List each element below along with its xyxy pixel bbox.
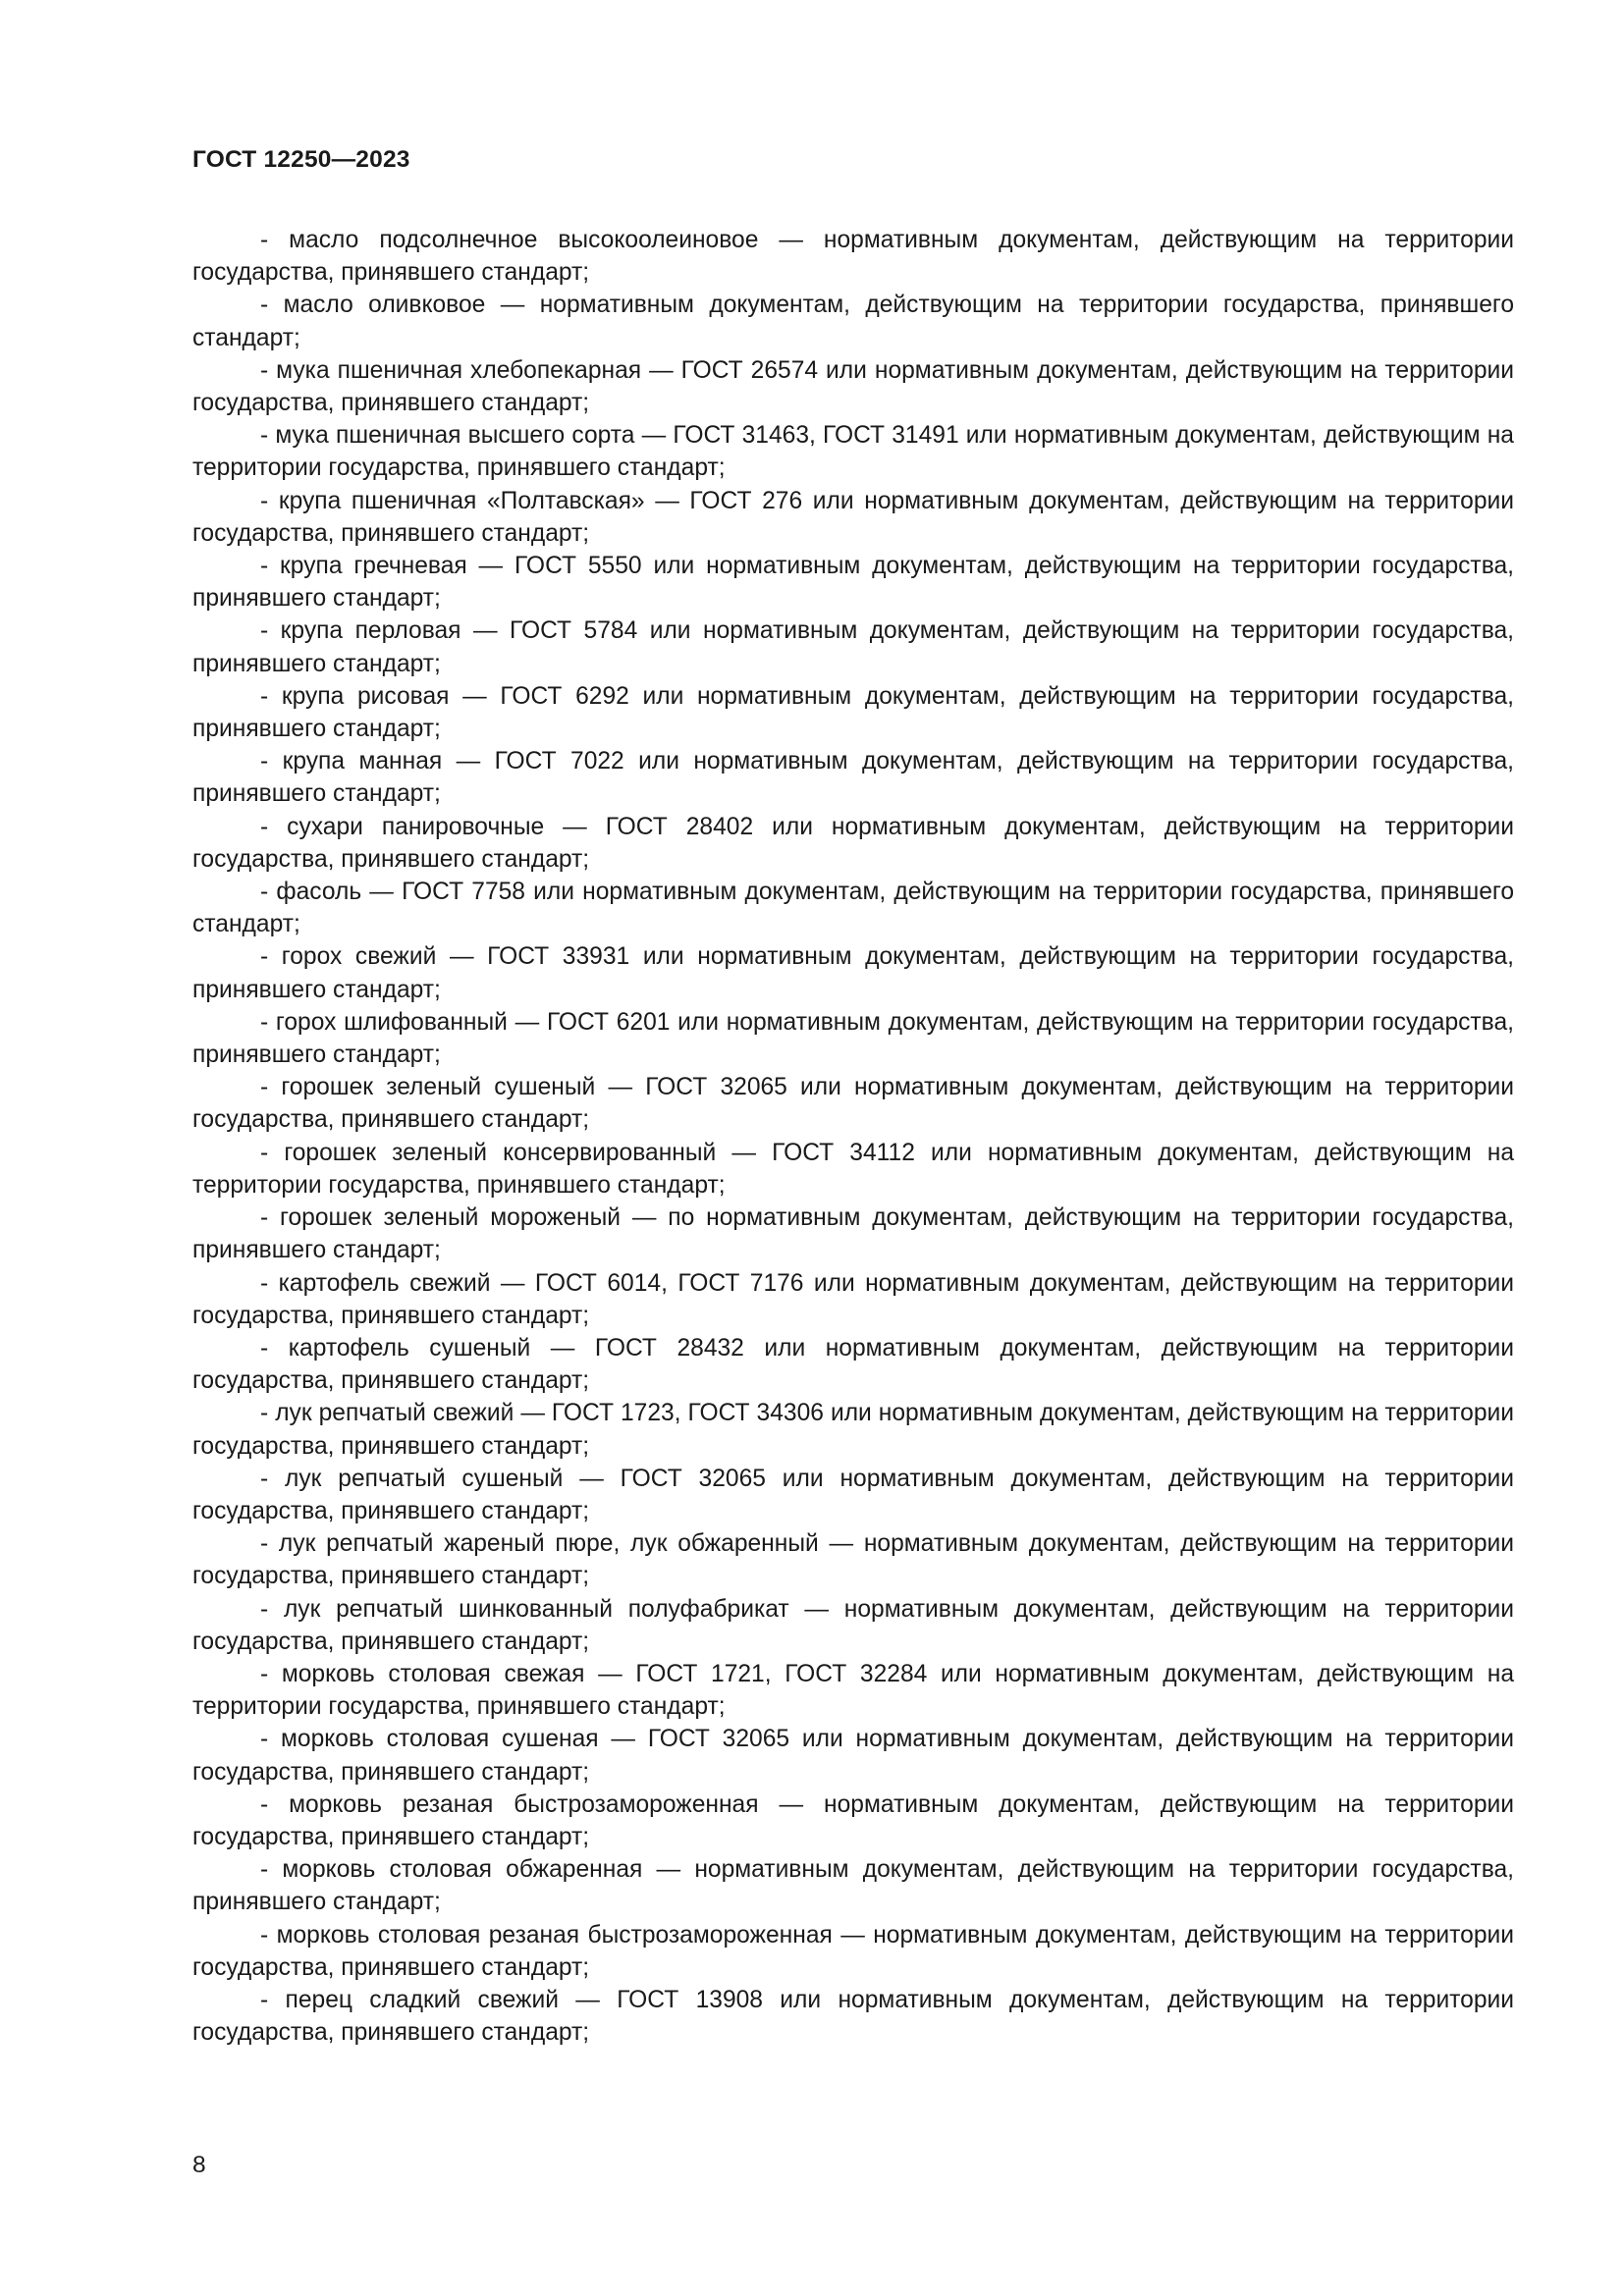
list-item: - морковь столовая сушеная — ГОСТ 32065 или нормативным документам, действующим на территории государства, принявшего стандарт; [192,1726,1514,1786]
list-item: - морковь резаная быстрозамороженная — нормативным документам, действующим на территории государства, принявшего стандарт; [192,1790,1514,1850]
list-item: - лук репчатый жареный пюре, лук обжаренный — нормативным документам, действующим на территории государства, принявшего стандарт; [192,1530,1514,1590]
list-item: - лук репчатый сушеный — ГОСТ 32065 или нормативным документам, действующим на территории государства, принявшего стандарт; [192,1465,1514,1524]
list-item: - картофель сушеный — ГОСТ 28432 или нормативным документам, действующим на территории государства, принявшего стандарт; [192,1334,1514,1395]
list-item: - фасоль — ГОСТ 7758 или нормативным документам, действующим на территории государства, принявшего стандарт; [192,879,1514,938]
list-item: - сухари панировочные — ГОСТ 28402 или нормативным документам, действующим на территории государства, принявшего стандарт; [192,813,1514,873]
list-item: - крупа перловая — ГОСТ 5784 или нормативным документам, действующим на территории государства, принявшего стандарт; [192,617,1514,677]
list-item: - масло оливковое — нормативным документам, действующим на территории государства, принявшего стандарт; [192,292,1514,351]
list-item: - горох свежий — ГОСТ 33931 или нормативным документам, действующим на территории государства, принявшего стандарт; [192,943,1514,1003]
list-item: - морковь столовая обжаренная — нормативным документам, действующим на территории государства, принявшего стандарт; [192,1856,1514,1916]
list-item: - крупа рисовая — ГОСТ 6292 или нормативным документам, действующим на территории государства, принявшего стандарт; [192,682,1514,743]
list-item: - крупа манная — ГОСТ 7022 или нормативным документам, действующим на территории государства, принявшего стандарт; [192,748,1514,808]
list-item: - горошек зеленый сушеный — ГОСТ 32065 или нормативным документам, действующим на территории государства, принявшего стандарт; [192,1074,1514,1134]
list-item: - горошек зеленый мороженый — по нормативным документам, действующим на территории государства, принявшего стандарт; [192,1204,1514,1264]
list-item: - мука пшеничная высшего сорта — ГОСТ 31463, ГОСТ 31491 или нормативным документам, действующим на территории государства, принявшего стандарт; [192,422,1514,482]
list-item: - морковь столовая резаная быстрозамороженная — нормативным документам, действующим на территории государства, принявшего стандарт; [192,1921,1514,1981]
list-item: - масло подсолнечное высокоолеиновое — нормативным документам, действующим на территории государства, принявшего стандарт; [192,227,1514,287]
list-item: - мука пшеничная хлебопекарная — ГОСТ 26574 или нормативным документам, действующим на территории государства, принявшего стандарт; [192,356,1514,417]
list-item: - лук репчатый свежий — ГОСТ 1723, ГОСТ 34306 или нормативным документам, действующим на территории государства, принявшего стандарт; [192,1400,1514,1460]
list-item: - горох шлифованный — ГОСТ 6201 или нормативным документам, действующим на территории государства, принявшего стандарт; [192,1008,1514,1069]
ingredient-list [192,224,1514,2049]
list-item: - крупа гречневая — ГОСТ 5550 или нормативным документам, действующим на территории государства, принявшего стандарт; [192,553,1514,613]
list-item: - перец сладкий свежий — ГОСТ 13908 или нормативным документам, действующим на территории государства, принявшего стандарт; [192,1986,1514,2047]
document-header-title: ГОСТ 12250—2023 [192,146,410,173]
page-number: 8 [192,2152,206,2178]
list-item: - горошек зеленый консервированный — ГОСТ 34112 или нормативным документам, действующим на территории государства, принявшего стандарт; [192,1139,1514,1199]
list-item: - картофель свежий — ГОСТ 6014, ГОСТ 7176 или нормативным документам, действующим на территории государства, принявшего стандарт; [192,1269,1514,1329]
list-item: - морковь столовая свежая — ГОСТ 1721, ГОСТ 32284 или нормативным документам, действующим на территории государства, принявшего стандарт; [192,1660,1514,1721]
list-item: - лук репчатый шинкованный полуфабрикат — нормативным документам, действующим на территории государства, принявшего стандарт; [192,1595,1514,1655]
list-item: - крупа пшеничная «Полтавская» — ГОСТ 276 или нормативным документам, действующим на территории государства, принявшего стандарт; [192,487,1514,547]
